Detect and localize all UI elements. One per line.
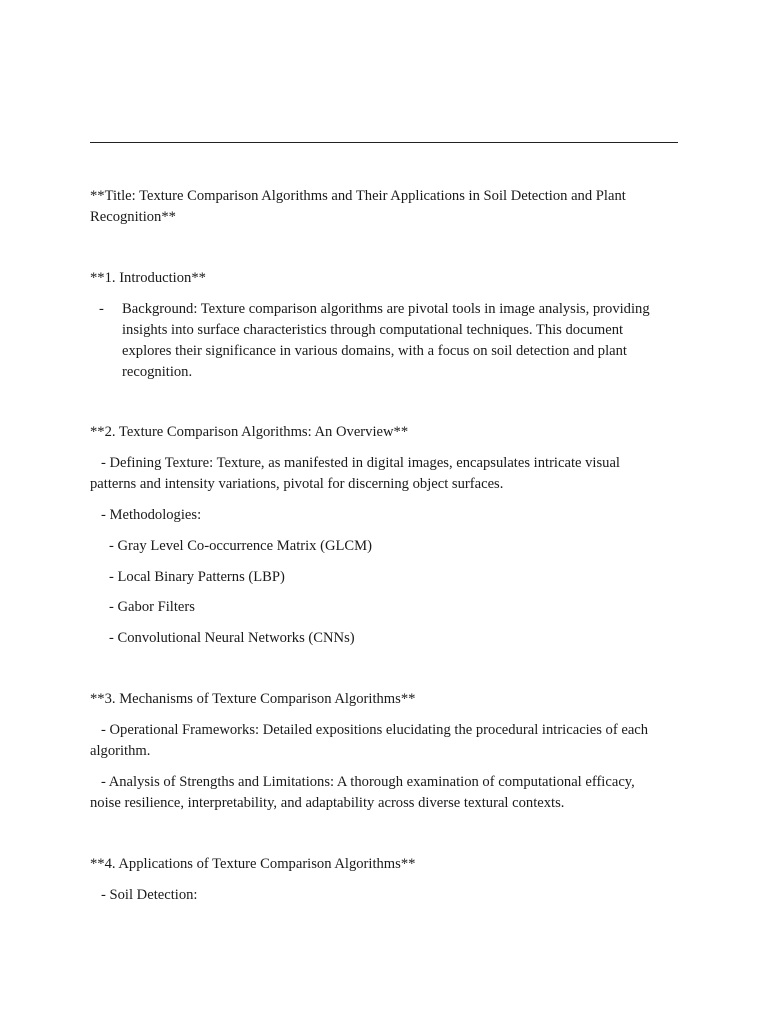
background-text-line-3: explores their significance in various domains, with a focus on soil detection and plant xyxy=(122,343,627,359)
soil-detection-label: - Soil Detection: xyxy=(101,887,198,903)
method-item: - Local Binary Patterns (LBP) xyxy=(109,569,285,585)
method-item: - Gabor Filters xyxy=(109,599,195,615)
document-title-line-2: Recognition** xyxy=(90,209,176,225)
section-heading-mechanisms: **3. Mechanisms of Texture Comparison Algorithms** xyxy=(90,691,416,707)
method-item: - Convolutional Neural Networks (CNNs) xyxy=(109,630,355,646)
section-heading-applications: **4. Applications of Texture Comparison Algorithms** xyxy=(90,856,416,872)
defining-texture-line-2: patterns and intensity variations, pivotal for discerning object surfaces. xyxy=(90,476,504,492)
document-title-line-1: **Title: Texture Comparison Algorithms and Their Applications in Soil Detection and Plant xyxy=(90,188,626,204)
strengths-limitations-line-2: noise resilience, interpretability, and adaptability across diverse textural contexts. xyxy=(90,795,565,811)
section-heading-introduction: **1. Introduction** xyxy=(90,270,206,286)
section-heading-overview: **2. Texture Comparison Algorithms: An Overview** xyxy=(90,424,409,440)
method-item: - Gray Level Co-occurrence Matrix (GLCM) xyxy=(109,538,372,554)
operational-frameworks-line-1: - Operational Frameworks: Detailed expositions elucidating the procedural intricacies of each xyxy=(101,722,649,738)
operational-frameworks-line-2: algorithm. xyxy=(90,743,151,759)
strengths-limitations-line-1: - Analysis of Strengths and Limitations: A thorough examination of computational efficacy, xyxy=(101,774,635,790)
defining-texture-line-1: - Defining Texture: Texture, as manifested in digital images, encapsulates intricate visual xyxy=(101,455,620,471)
background-text-line-1: Background: Texture comparison algorithms are pivotal tools in image analysis, providing xyxy=(122,301,650,317)
background-text-line-2: insights into surface characteristics through computational techniques. This document xyxy=(122,322,624,338)
background-text-line-4: recognition. xyxy=(122,364,193,380)
bullet-marker: - xyxy=(99,301,104,317)
methodologies-label: - Methodologies: xyxy=(101,507,202,523)
horizontal-rule xyxy=(90,142,678,143)
